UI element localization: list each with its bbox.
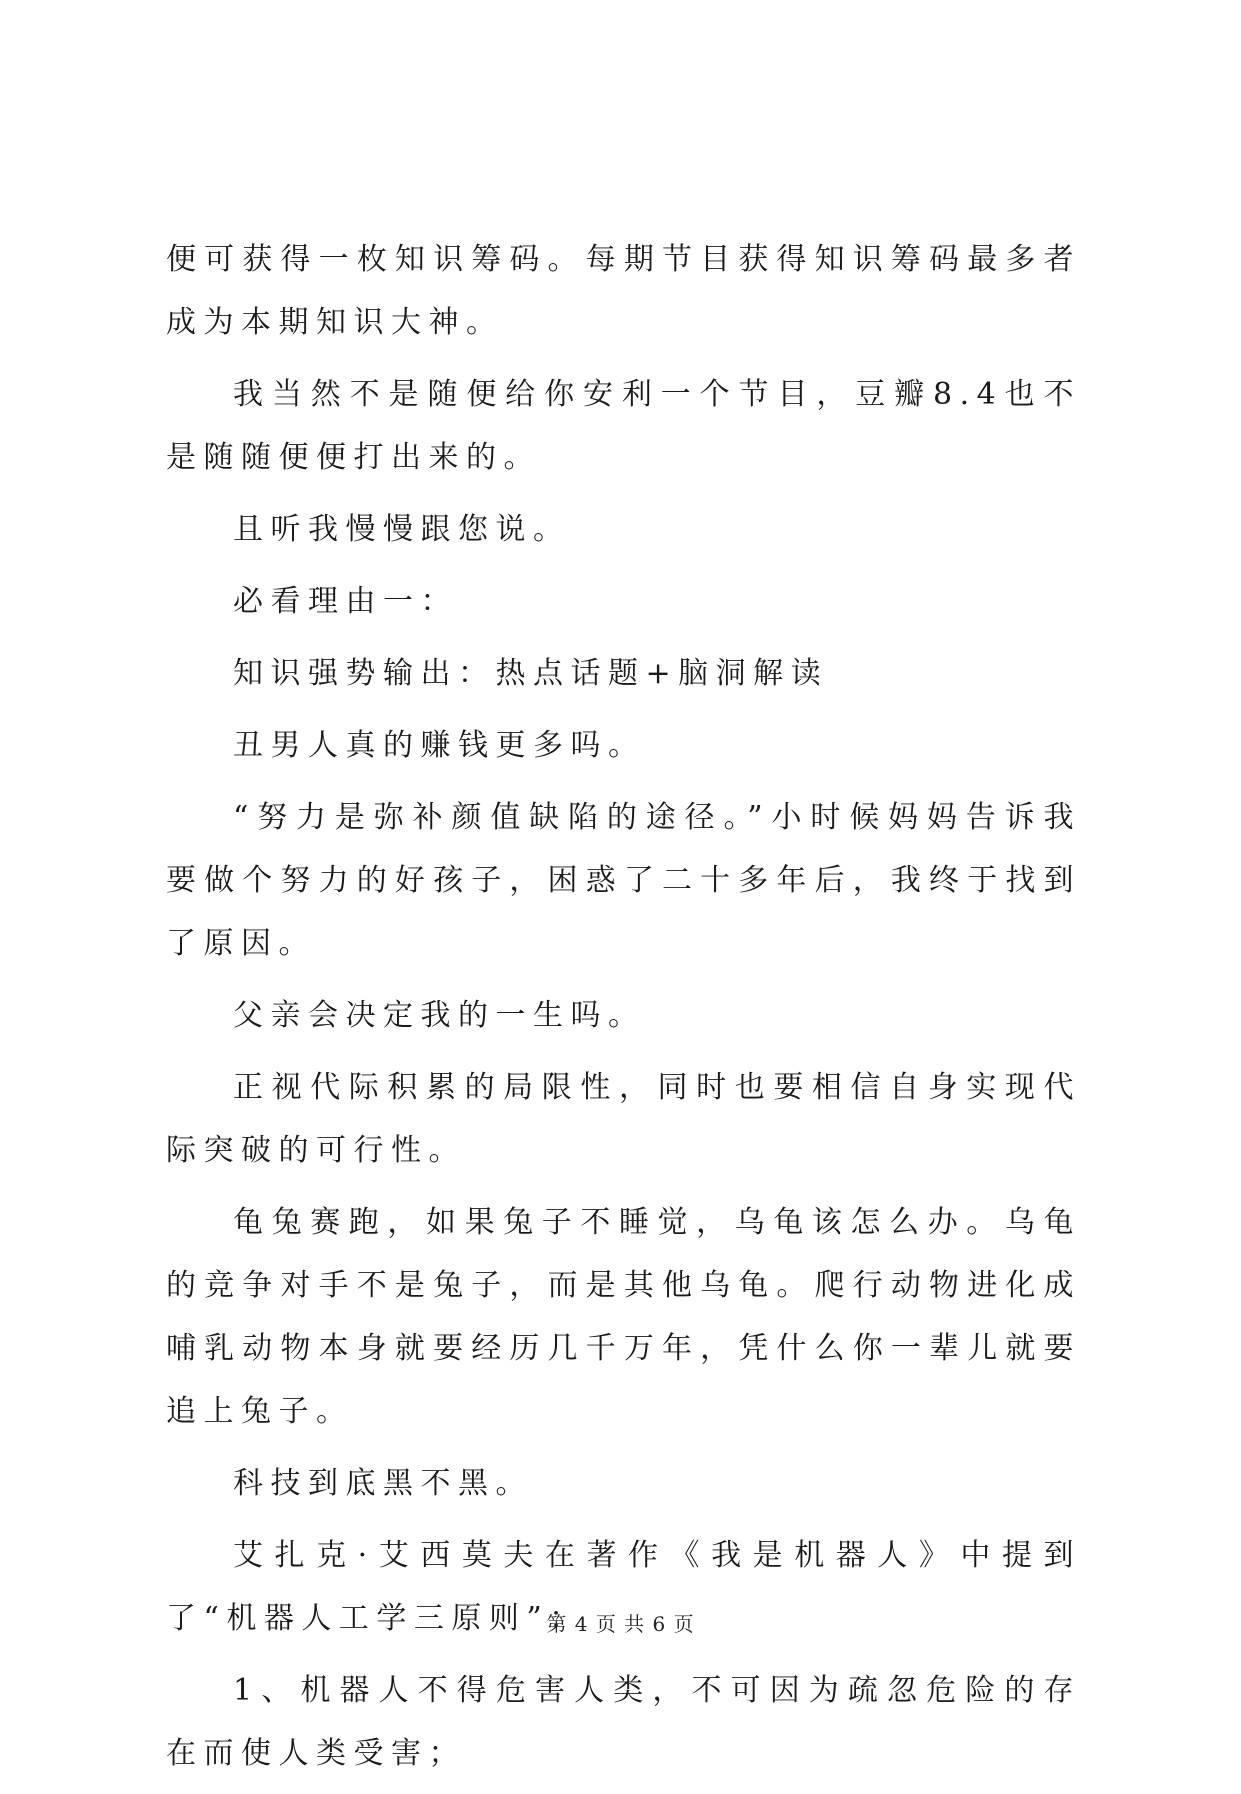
- paragraph-11: 科技到底黑不黑。: [233, 1466, 533, 1501]
- paragraph-4: 必看理由一：: [233, 584, 458, 619]
- document-body: [166, 228, 1081, 1794]
- page-number-footer: 第 4 页 共 6 页: [546, 1612, 695, 1636]
- paragraph-9: 正视代际积累的局限性，同时也要相信自身实现代际突破的可行性。: [166, 1070, 1081, 1168]
- paragraph-13: 1、机器人不得危害人类，不可因为疏忽危险的存在而使人类受害；: [166, 1673, 1081, 1771]
- paragraph-8: 父亲会决定我的一生吗。: [233, 998, 646, 1033]
- paragraph-10: 龟兔赛跑，如果兔子不睡觉，乌龟该怎么办。乌龟的竞争对手不是兔子，而是其他乌龟。爬行动物进化成哺乳动物本身就要经历几千万年，凭什么你一辈儿就要追上兔子。: [166, 1205, 1081, 1429]
- paragraph-1: 便可获得一枚知识筹码。每期节目获得知识筹码最多者成为本期知识大神。: [166, 242, 1081, 340]
- paragraph-5: 知识强势输出：热点话题+脑洞解读: [233, 656, 829, 691]
- paragraph-3: 且听我慢慢跟您说。: [233, 512, 571, 547]
- paragraph-7: “努力是弥补颜值缺陷的途径。”小时候妈妈告诉我要做个努力的好孩子，困惑了二十多年后，我终于找到了原因。: [166, 800, 1081, 961]
- paragraph-12: 艾扎克·艾西莫夫在著作《我是机器人》中提到了“机器人工学三原则”：: [166, 1538, 1081, 1636]
- paragraph-6: 丑男人真的赚钱更多吗。: [233, 728, 646, 763]
- paragraph-2: 我当然不是随便给你安利一个节目，豆瓣8.4也不是随随便便打出来的。: [166, 377, 1081, 475]
